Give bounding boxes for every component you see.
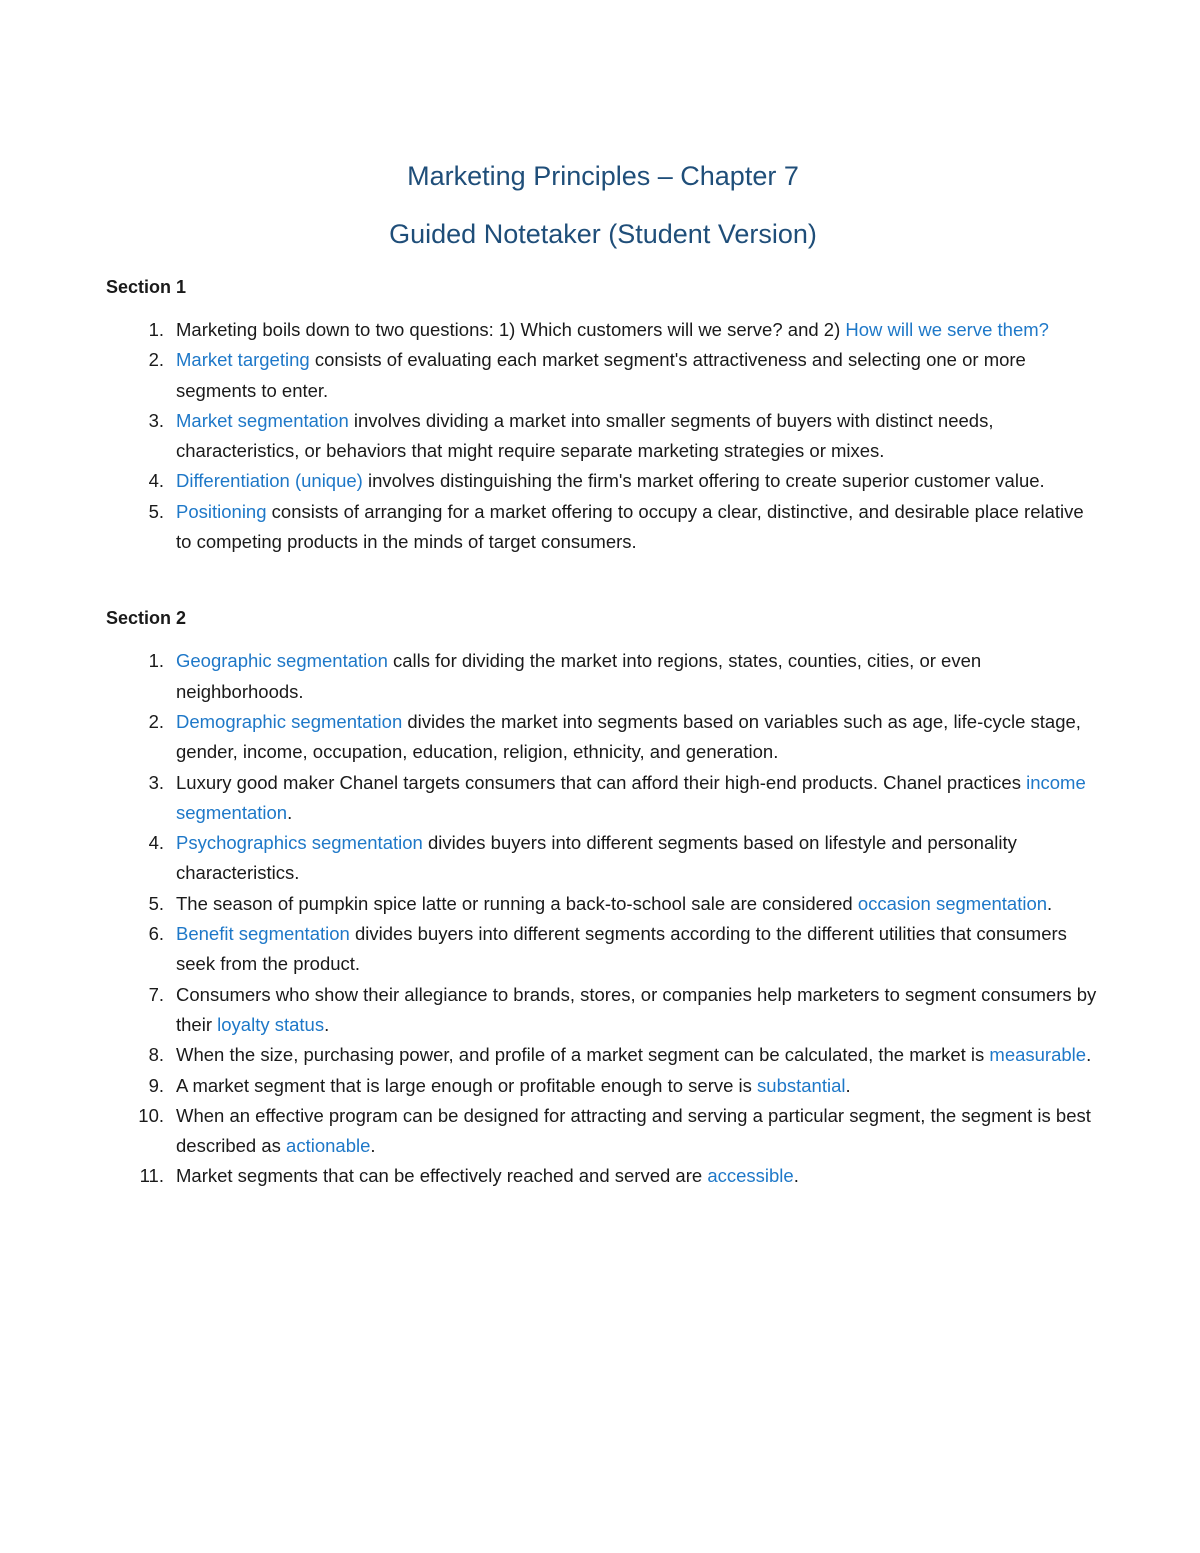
list-item-text: [176, 1075, 851, 1096]
list-item-text: [176, 1165, 799, 1186]
list-item-number: 1.: [148, 650, 164, 672]
list-item: [106, 406, 1100, 467]
list-item-text: [176, 410, 993, 461]
answer-term: accessible: [707, 1165, 794, 1187]
answer-term: Benefit segmentation: [176, 923, 350, 945]
statement-text: Luxury good maker Chanel targets consumers that can afford their high-end products. Chanel practices: [176, 771, 1027, 793]
statement-text: divides the market into segments based on variables such as age, life-cycle stage, gender, income, occupation, education, religion, ethnicity, and generation.: [176, 710, 1081, 763]
answer-term: Positioning: [176, 500, 267, 522]
answer-term: Differentiation (unique): [176, 470, 363, 492]
list-item-number: 6.: [148, 923, 164, 945]
statement-text: The season of pumpkin spice latte or running a back-to-school sale are considered: [176, 892, 858, 914]
list-item-text: [176, 711, 1081, 762]
statement-text: .: [793, 1165, 799, 1187]
section-1: [106, 274, 1100, 557]
list-item: [106, 707, 1100, 768]
statement-text: divides buyers into different segments based on lifestyle and personality characteristics.: [176, 832, 1017, 884]
statement-text: .: [1047, 892, 1053, 914]
answer-term: Demographic segmentation: [176, 710, 403, 732]
list-item: [106, 768, 1100, 829]
statement-text: Marketing boils down to two questions: 1) Which customers will we serve? and 2): [176, 319, 846, 340]
document-title: Marketing Principles – Chapter 7: [407, 161, 799, 191]
list-item: [106, 497, 1100, 558]
list-item-number: 7.: [148, 983, 164, 1005]
statement-text: Market segments that can be effectively reached and served are: [176, 1165, 708, 1187]
section-heading: Section 2: [106, 608, 187, 629]
list-item: [106, 828, 1100, 889]
list-item-number: 2.: [148, 710, 164, 732]
list-item: [106, 889, 1100, 919]
list-item-text: [176, 1044, 1091, 1065]
statement-text: A market segment that is large enough or profitable enough to serve is: [176, 1074, 758, 1096]
list-item-number: 1.: [148, 319, 164, 340]
statement-text: involves dividing a market into smaller segments of buyers with distinct needs, characteristics, or behaviors that might require separate marketing strategies or mixes.: [176, 409, 994, 462]
list-item-text: [176, 349, 1026, 400]
list-item: [106, 315, 1100, 345]
list-item-number: 4.: [148, 470, 164, 492]
list-item-number: 5.: [148, 892, 164, 914]
answer-term: income segmentation: [176, 771, 1086, 823]
list-item-text: [176, 319, 1049, 340]
list-item-number: 9.: [148, 1074, 164, 1096]
document-subtitle: Guided Notetaker (Student Version): [389, 219, 817, 249]
statement-text: calls for dividing the market into regions, states, counties, cities, or even neighborhoods.: [176, 650, 982, 702]
list-item-text: [176, 650, 981, 701]
answer-term: actionable: [286, 1135, 371, 1157]
answer-term: Market targeting: [176, 349, 310, 371]
list-item-number: 2.: [148, 349, 164, 371]
answer-term: Psychographics segmentation: [176, 832, 423, 854]
answer-term: loyalty status: [217, 1013, 325, 1035]
statement-text: divides buyers into different segments according to the different utilities that consumers seek from the product.: [176, 923, 1067, 975]
list-item-text: [176, 893, 1052, 914]
list-item-text: [176, 772, 1086, 823]
list-item-text: [176, 1105, 1091, 1156]
list-item: [106, 466, 1100, 496]
section-spacer: [106, 557, 1100, 605]
statement-text: .: [845, 1074, 851, 1096]
answer-term: substantial: [757, 1074, 846, 1096]
statement-text: involves distinguishing the firm's market offering to create superior customer value.: [362, 470, 1045, 492]
statement-text: When an effective program can be designed for attracting and serving a particular segment, the segment is best described as: [176, 1104, 1091, 1157]
statement-text: .: [324, 1013, 330, 1035]
list-item-text: [176, 923, 1067, 974]
statement-text: Consumers who show their allegiance to brands, stores, or companies help marketers to segment consumers by their: [176, 983, 1097, 1035]
list-item: [106, 345, 1100, 406]
answer-term: occasion segmentation: [857, 892, 1048, 914]
list-item: [106, 1101, 1100, 1162]
list-item: [106, 646, 1100, 707]
answer-term: How will we serve them?: [845, 319, 1049, 340]
list-item-number: 11.: [139, 1165, 164, 1187]
answer-term: measurable: [989, 1044, 1087, 1066]
list-item: [106, 1071, 1100, 1101]
list-item-text: [176, 470, 1045, 491]
list-item: [106, 1161, 1100, 1191]
list-item-number: 4.: [148, 832, 164, 854]
list-item: [106, 1040, 1100, 1070]
list-item-text: [176, 832, 1017, 883]
section-heading: Section 1: [106, 277, 187, 297]
list-item-text: [176, 984, 1096, 1035]
list-item: [106, 980, 1100, 1041]
statement-text: When the size, purchasing power, and profile of a market segment can be calculated, the market is: [176, 1044, 990, 1066]
list-item-text: [176, 501, 1084, 552]
list-item-number: 10.: [138, 1104, 164, 1126]
answer-term: Market segmentation: [176, 409, 349, 431]
statement-text: consists of evaluating each market segment's attractiveness and selecting one or more segments to enter.: [176, 349, 1026, 401]
statement-text: .: [287, 801, 293, 823]
list-item: [106, 919, 1100, 980]
section-2: [106, 605, 1100, 1191]
list-item-number: 3.: [148, 409, 164, 431]
list-item-number: 5.: [148, 500, 164, 522]
section-2-list: [106, 646, 1100, 1191]
statement-text: consists of arranging for a market offering to occupy a clear, distinctive, and desirable place relative to competing products in the minds of target consumers.: [176, 500, 1084, 553]
list-item-number: 8.: [148, 1044, 164, 1066]
section-1-list: [106, 315, 1100, 557]
statement-text: .: [1086, 1044, 1092, 1066]
statement-text: .: [370, 1135, 376, 1157]
answer-term: Geographic segmentation: [176, 650, 388, 672]
list-item-number: 3.: [148, 771, 164, 793]
